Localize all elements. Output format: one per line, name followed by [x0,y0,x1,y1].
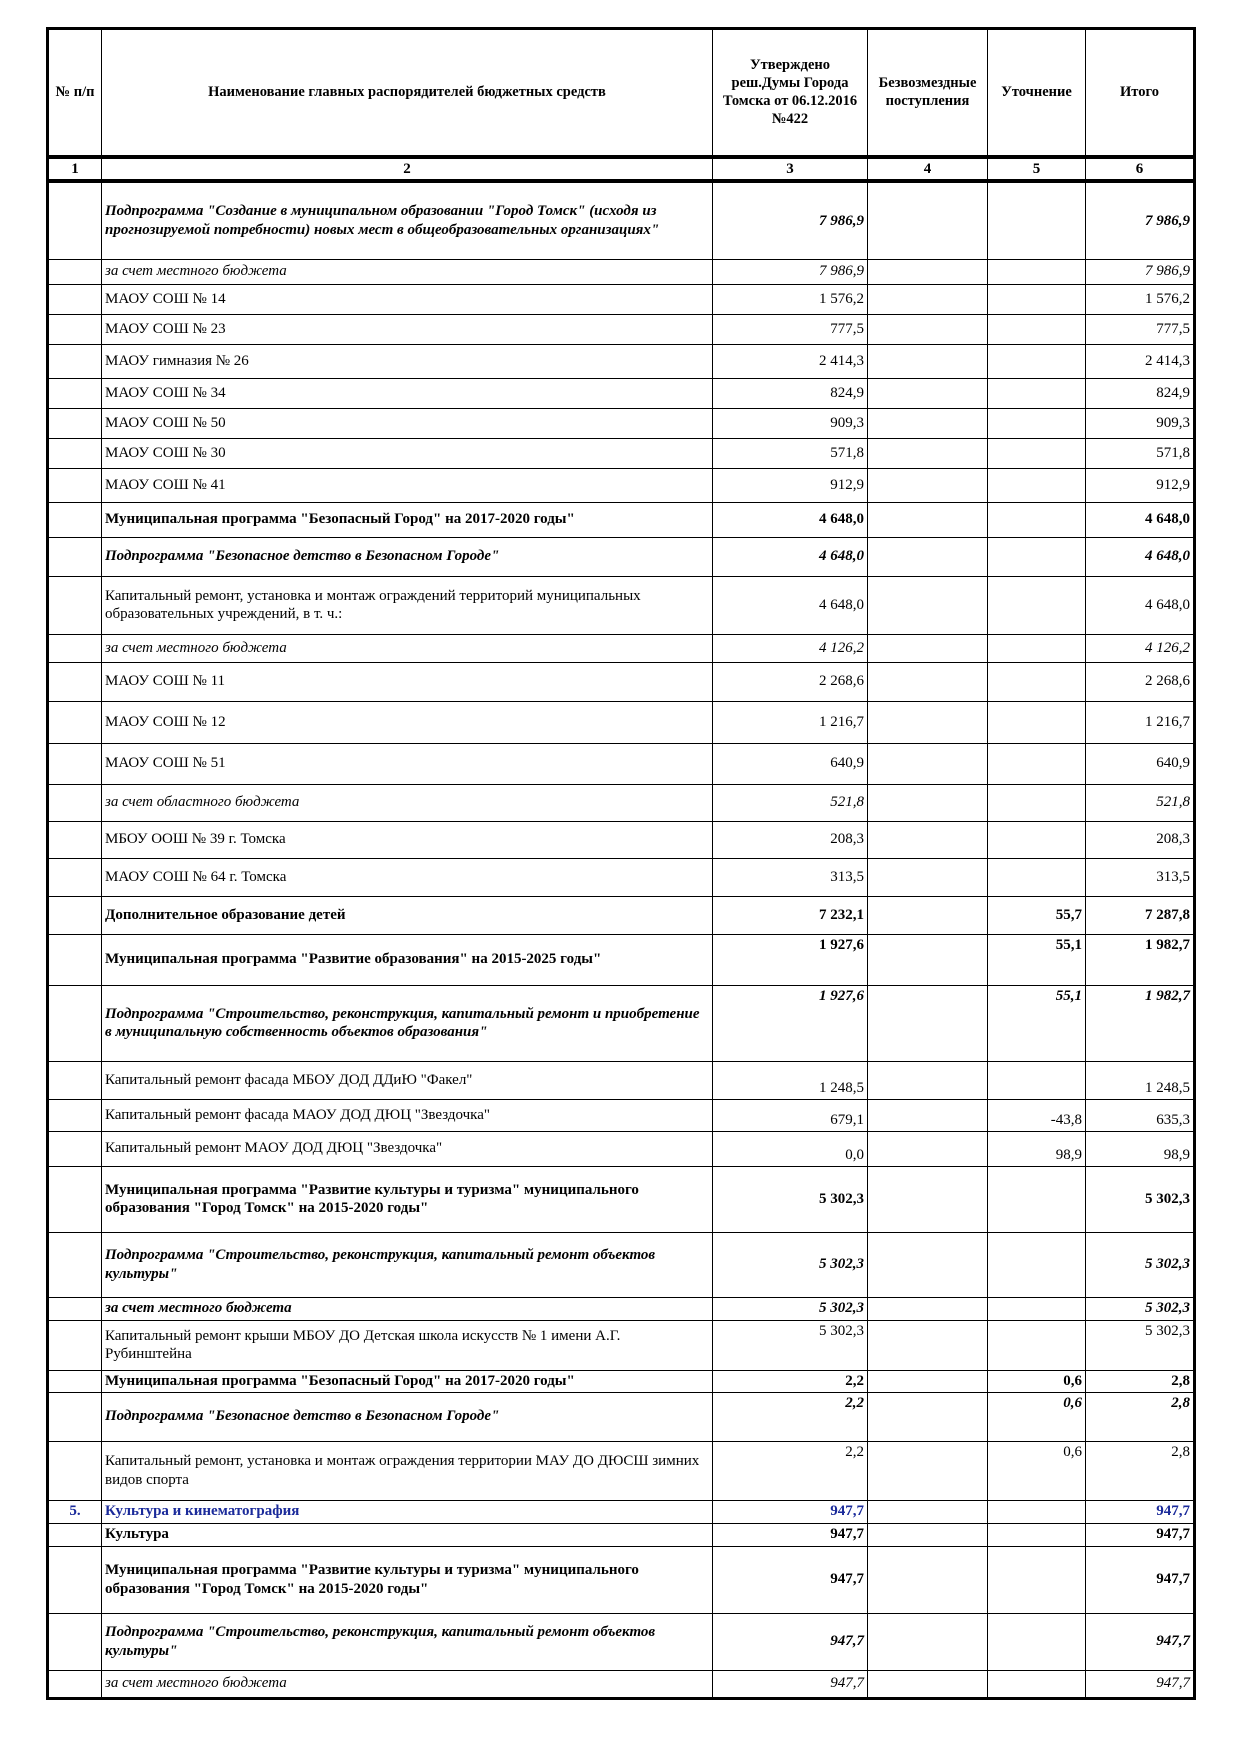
row-name: МАОУ СОШ № 30 [102,438,713,468]
adjustment-value: -43,8 [988,1099,1086,1131]
row-name: за счет местного бюджета [102,1297,713,1320]
grants-value [868,468,988,502]
adjustment-value [988,821,1086,858]
adjustment-value: 55,7 [988,896,1086,934]
header-row [48,29,1195,157]
approved-value: 912,9 [713,468,868,502]
table-row [48,1131,1195,1166]
adjustment-value [988,1166,1086,1232]
row-number [48,1370,102,1392]
approved-value: 1 216,7 [713,701,868,743]
header-approved: Утверждено реш.Думы Города Томска от 06.12.2016 №422 [713,29,868,157]
total-value: 4 648,0 [1086,576,1195,634]
approved-value: 1 576,2 [713,284,868,314]
grants-value [868,1232,988,1297]
approved-value: 947,7 [713,1523,868,1546]
total-value: 947,7 [1086,1523,1195,1546]
total-value: 5 302,3 [1086,1166,1195,1232]
total-value: 1 216,7 [1086,701,1195,743]
row-name: МАОУ СОШ № 34 [102,378,713,408]
adjustment-value [988,1613,1086,1670]
grants-value [868,1166,988,1232]
table-row [48,408,1195,438]
approved-value: 208,3 [713,821,868,858]
adjustment-value [988,1232,1086,1297]
row-number [48,537,102,576]
table-row [48,438,1195,468]
grants-value [868,181,988,259]
approved-value: 7 986,9 [713,259,868,284]
table-row [48,896,1195,934]
total-value: 1 982,7 [1086,934,1195,985]
grants-value [868,314,988,344]
grants-value [868,1670,988,1698]
total-value: 4 648,0 [1086,502,1195,537]
table-row [48,468,1195,502]
row-number [48,468,102,502]
row-number [48,1523,102,1546]
table-row [48,314,1195,344]
approved-value: 4 648,0 [713,576,868,634]
table-row [48,1500,1195,1523]
adjustment-value [988,858,1086,896]
adjustment-value [988,344,1086,378]
grants-value [868,985,988,1061]
grants-value [868,1061,988,1099]
total-value: 909,3 [1086,408,1195,438]
row-name: Муниципальная программа "Безопасный Город" на 2017-2020 годы" [102,502,713,537]
adjustment-value: 55,1 [988,985,1086,1061]
row-number [48,1613,102,1670]
row-number [48,1392,102,1441]
row-name: за счет областного бюджета [102,784,713,821]
approved-value: 571,8 [713,438,868,468]
table-row [48,181,1195,259]
row-number [48,502,102,537]
total-value: 5 302,3 [1086,1320,1195,1370]
approved-value: 947,7 [713,1546,868,1613]
row-name: МАОУ СОШ № 41 [102,468,713,502]
total-value: 947,7 [1086,1500,1195,1523]
row-name: Подпрограмма "Создание в муниципальном образовании "Город Томск" (исходя из прогнозируемой потребности) новых мест в общеобразовательных организациях" [102,181,713,259]
total-value: 4 126,2 [1086,634,1195,662]
approved-value: 824,9 [713,378,868,408]
approved-value: 521,8 [713,784,868,821]
row-number [48,1546,102,1613]
adjustment-value: 0,6 [988,1392,1086,1441]
total-value: 98,9 [1086,1131,1195,1166]
row-number [48,701,102,743]
row-name: Капитальный ремонт, установка и монтаж ограждений территорий муниципальных образовательных учреждений, в т. ч.: [102,576,713,634]
row-name: за счет местного бюджета [102,634,713,662]
adjustment-value [988,1670,1086,1698]
adjustment-value [988,181,1086,259]
table-row [48,784,1195,821]
total-value: 5 302,3 [1086,1232,1195,1297]
table-row [48,934,1195,985]
row-number [48,985,102,1061]
adjustment-value [988,1500,1086,1523]
row-number [48,858,102,896]
approved-value: 1 248,5 [713,1061,868,1099]
row-number [48,784,102,821]
adjustment-value [988,701,1086,743]
total-value: 947,7 [1086,1670,1195,1698]
approved-value: 313,5 [713,858,868,896]
adjustment-value [988,378,1086,408]
adjustment-value [988,284,1086,314]
approved-value: 679,1 [713,1099,868,1131]
approved-value: 5 302,3 [713,1166,868,1232]
row-number [48,934,102,985]
table-row [48,1441,1195,1500]
grants-value [868,284,988,314]
table-row [48,1320,1195,1370]
column-number-row [48,157,1195,182]
adjustment-value: 0,6 [988,1370,1086,1392]
grants-value [868,701,988,743]
adjustment-value [988,743,1086,784]
approved-value: 5 302,3 [713,1320,868,1370]
total-value: 635,3 [1086,1099,1195,1131]
header-total: Итого [1086,29,1195,157]
total-value: 7 287,8 [1086,896,1195,934]
grants-value [868,1392,988,1441]
table-row [48,1613,1195,1670]
total-value: 1 248,5 [1086,1061,1195,1099]
row-number [48,634,102,662]
row-number [48,1061,102,1099]
approved-value: 4 126,2 [713,634,868,662]
total-value: 208,3 [1086,821,1195,858]
grants-value [868,576,988,634]
grants-value [868,502,988,537]
grants-value [868,634,988,662]
row-name: МАОУ СОШ № 50 [102,408,713,438]
row-number [48,1131,102,1166]
table-row [48,701,1195,743]
adjustment-value [988,1523,1086,1546]
table-row [48,1523,1195,1546]
adjustment-value: 98,9 [988,1131,1086,1166]
row-number [48,344,102,378]
adjustment-value [988,468,1086,502]
grants-value [868,1613,988,1670]
table-row [48,1297,1195,1320]
row-number [48,662,102,701]
total-value: 912,9 [1086,468,1195,502]
adjustment-value [988,1297,1086,1320]
grants-value [868,1320,988,1370]
row-name: Капитальный ремонт фасада МАОУ ДОД ДЮЦ "Звездочка" [102,1099,713,1131]
row-name: Подпрограмма "Строительство, реконструкция, капитальный ремонт объектов культуры" [102,1613,713,1670]
adjustment-value [988,438,1086,468]
grants-value [868,1099,988,1131]
adjustment-value: 55,1 [988,934,1086,985]
row-name: МАОУ СОШ № 11 [102,662,713,701]
approved-value: 7 986,9 [713,181,868,259]
row-name: Подпрограмма "Безопасное детство в Безопасном Городе" [102,537,713,576]
total-value: 571,8 [1086,438,1195,468]
row-number [48,259,102,284]
column-number: 4 [868,157,988,182]
grants-value [868,858,988,896]
row-name: Муниципальная программа "Развитие образования" на 2015-2025 годы" [102,934,713,985]
grants-value [868,259,988,284]
total-value: 4 648,0 [1086,537,1195,576]
table-row [48,1546,1195,1613]
table-row [48,259,1195,284]
row-name: Культура [102,1523,713,1546]
approved-value: 2,2 [713,1370,868,1392]
table-row [48,985,1195,1061]
row-number [48,181,102,259]
adjustment-value [988,1061,1086,1099]
grants-value [868,344,988,378]
adjustment-value [988,634,1086,662]
header-number: № п/п [48,29,102,157]
row-number [48,438,102,468]
approved-value: 947,7 [713,1500,868,1523]
total-value: 7 986,9 [1086,181,1195,259]
row-name: МАОУ СОШ № 12 [102,701,713,743]
approved-value: 1 927,6 [713,985,868,1061]
table-row [48,284,1195,314]
total-value: 1 982,7 [1086,985,1195,1061]
table-row [48,743,1195,784]
row-number [48,1297,102,1320]
row-name: Дополнительное образование детей [102,896,713,934]
total-value: 947,7 [1086,1546,1195,1613]
table-row [48,344,1195,378]
row-number [48,408,102,438]
table-row [48,634,1195,662]
row-number [48,1670,102,1698]
grants-value [868,1441,988,1500]
row-name: Подпрограмма "Строительство, реконструкция, капитальный ремонт объектов культуры" [102,1232,713,1297]
approved-value: 0,0 [713,1131,868,1166]
table-row [48,1392,1195,1441]
grants-value [868,1131,988,1166]
grants-value [868,1370,988,1392]
adjustment-value [988,537,1086,576]
row-number [48,1166,102,1232]
approved-value: 640,9 [713,743,868,784]
total-value: 1 576,2 [1086,284,1195,314]
total-value: 313,5 [1086,858,1195,896]
adjustment-value [988,1320,1086,1370]
table-row [48,662,1195,701]
header-adjustment: Уточнение [988,29,1086,157]
total-value: 7 986,9 [1086,259,1195,284]
grants-value [868,743,988,784]
total-value: 521,8 [1086,784,1195,821]
grants-value [868,1500,988,1523]
approved-value: 2 268,6 [713,662,868,701]
grants-value [868,662,988,701]
approved-value: 4 648,0 [713,537,868,576]
header-grants: Безвозмездные поступления [868,29,988,157]
adjustment-value [988,784,1086,821]
grants-value [868,1523,988,1546]
row-name: за счет местного бюджета [102,1670,713,1698]
total-value: 2 414,3 [1086,344,1195,378]
total-value: 2,8 [1086,1441,1195,1500]
column-number: 1 [48,157,102,182]
row-name: Капитальный ремонт фасада МБОУ ДОД ДДиЮ "Факел" [102,1061,713,1099]
row-name: Муниципальная программа "Развитие культуры и туризма" муниципального образования "Город Томск" на 2015-2020 годы" [102,1546,713,1613]
grants-value [868,537,988,576]
total-value: 777,5 [1086,314,1195,344]
grants-value [868,1297,988,1320]
approved-value: 2,2 [713,1392,868,1441]
grants-value [868,438,988,468]
adjustment-value [988,662,1086,701]
column-number: 6 [1086,157,1195,182]
row-name: МАОУ СОШ № 23 [102,314,713,344]
total-value: 947,7 [1086,1613,1195,1670]
grants-value [868,784,988,821]
row-name: за счет местного бюджета [102,259,713,284]
approved-value: 909,3 [713,408,868,438]
table-row [48,537,1195,576]
row-name: Культура и кинематография [102,1500,713,1523]
row-name: Капитальный ремонт, установка и монтаж ограждения территории МАУ ДО ДЮСШ зимних видов спорта [102,1441,713,1500]
total-value: 824,9 [1086,378,1195,408]
grants-value [868,408,988,438]
approved-value: 947,7 [713,1613,868,1670]
total-value: 640,9 [1086,743,1195,784]
table-row [48,1099,1195,1131]
total-value: 2,8 [1086,1370,1195,1392]
row-name: Подпрограмма "Строительство, реконструкция, капитальный ремонт и приобретение в муниципальную собственность объектов образования" [102,985,713,1061]
table-row [48,821,1195,858]
adjustment-value [988,1546,1086,1613]
row-number [48,821,102,858]
approved-value: 2 414,3 [713,344,868,378]
row-name: МАОУ СОШ № 51 [102,743,713,784]
approved-value: 777,5 [713,314,868,344]
row-name: МАОУ СОШ № 64 г. Томска [102,858,713,896]
table-row [48,502,1195,537]
row-name: МАОУ гимназия № 26 [102,344,713,378]
row-number [48,576,102,634]
approved-value: 1 927,6 [713,934,868,985]
row-name: МБОУ ООШ № 39 г. Томска [102,821,713,858]
approved-value: 2,2 [713,1441,868,1500]
table-row [48,1061,1195,1099]
grants-value [868,1546,988,1613]
table-row [48,1670,1195,1698]
row-number: 5. [48,1500,102,1523]
row-name: Муниципальная программа "Развитие культуры и туризма" муниципального образования "Город Томск" на 2015-2020 годы" [102,1166,713,1232]
row-number [48,314,102,344]
column-number: 2 [102,157,713,182]
adjustment-value [988,314,1086,344]
row-name: Муниципальная программа "Безопасный Город" на 2017-2020 годы" [102,1370,713,1392]
approved-value: 5 302,3 [713,1232,868,1297]
row-number [48,1099,102,1131]
grants-value [868,821,988,858]
adjustment-value [988,408,1086,438]
row-number [48,1320,102,1370]
row-name: Капитальный ремонт крыши МБОУ ДО Детская школа искусств № 1 имени А.Г. Рубинштейна [102,1320,713,1370]
grants-value [868,896,988,934]
table-row [48,378,1195,408]
adjustment-value [988,502,1086,537]
adjustment-value: 0,6 [988,1441,1086,1500]
total-value: 2 268,6 [1086,662,1195,701]
header-name: Наименование главных распорядителей бюджетных средств [102,29,713,157]
row-number [48,896,102,934]
column-number: 3 [713,157,868,182]
row-number [48,284,102,314]
table-row [48,1370,1195,1392]
table-row [48,576,1195,634]
row-name: Подпрограмма "Безопасное детство в Безопасном Городе" [102,1392,713,1441]
total-value: 2,8 [1086,1392,1195,1441]
approved-value: 4 648,0 [713,502,868,537]
table-row [48,1232,1195,1297]
grants-value [868,378,988,408]
adjustment-value [988,259,1086,284]
approved-value: 7 232,1 [713,896,868,934]
budget-table [46,27,1196,1700]
approved-value: 947,7 [713,1670,868,1698]
total-value: 5 302,3 [1086,1297,1195,1320]
row-number [48,1441,102,1500]
approved-value: 5 302,3 [713,1297,868,1320]
row-name: Капитальный ремонт МАОУ ДОД ДЮЦ "Звездочка" [102,1131,713,1166]
row-number [48,378,102,408]
row-name: МАОУ СОШ № 14 [102,284,713,314]
row-number [48,743,102,784]
table-row [48,1166,1195,1232]
row-number [48,1232,102,1297]
table-row [48,858,1195,896]
adjustment-value [988,576,1086,634]
grants-value [868,934,988,985]
column-number: 5 [988,157,1086,182]
